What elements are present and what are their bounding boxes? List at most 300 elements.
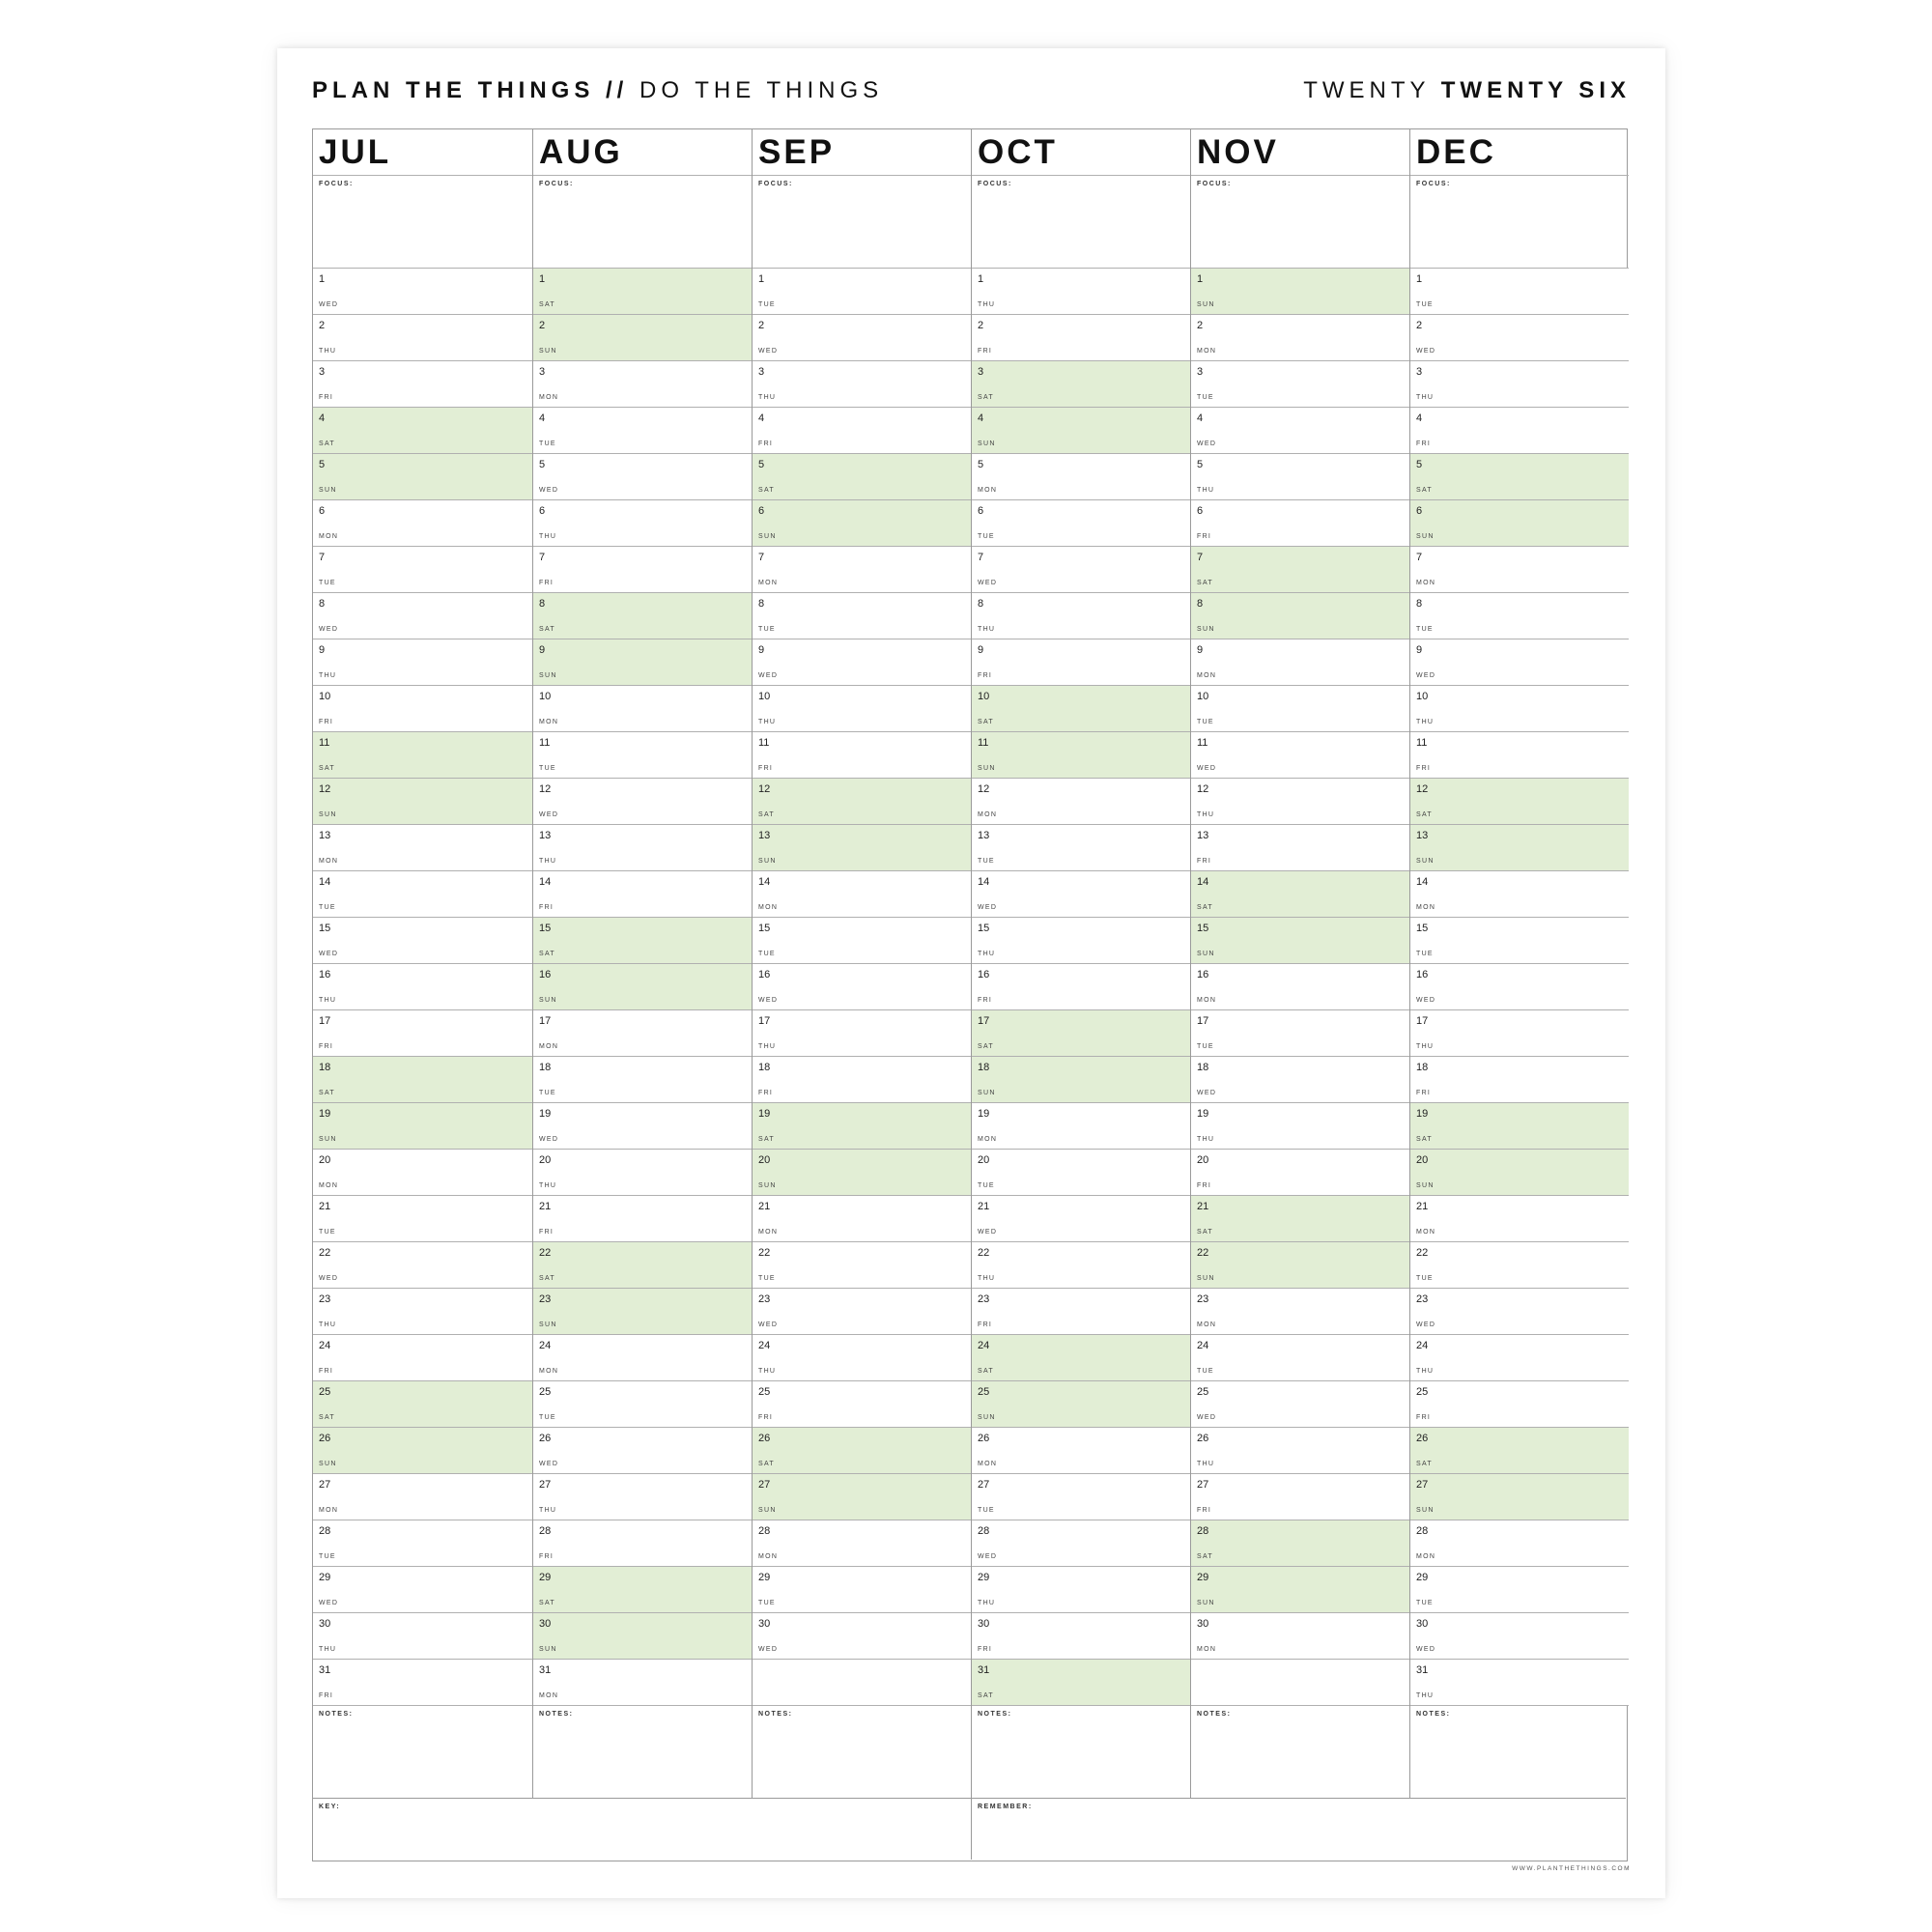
day-cell[interactable] <box>753 269 971 315</box>
day-cell[interactable] <box>972 1103 1190 1150</box>
day-weekday: MON <box>539 1368 559 1375</box>
day-number: 15 <box>1197 923 1209 934</box>
day-number: 26 <box>1416 1433 1429 1444</box>
day-cell[interactable] <box>753 500 971 547</box>
day-cell[interactable] <box>753 1428 971 1474</box>
day-number: 17 <box>539 1015 552 1027</box>
month-header <box>753 129 971 176</box>
day-number: 2 <box>539 320 546 331</box>
day-weekday: SAT <box>978 1692 994 1699</box>
day-cell[interactable] <box>753 1520 971 1567</box>
day-number: 8 <box>758 598 765 610</box>
day-number: 8 <box>319 598 326 610</box>
day-cell[interactable] <box>972 1242 1190 1289</box>
day-cell[interactable] <box>972 408 1190 454</box>
day-cell[interactable] <box>753 918 971 964</box>
day-weekday: TUE <box>1197 1043 1214 1050</box>
day-cell[interactable] <box>1191 1289 1409 1335</box>
day-number: 3 <box>539 366 546 378</box>
day-number: 21 <box>539 1201 552 1212</box>
day-cell[interactable] <box>753 547 971 593</box>
day-number: 22 <box>1416 1247 1429 1259</box>
day-cell[interactable] <box>313 871 532 918</box>
day-weekday: SUN <box>319 1461 337 1467</box>
day-cell[interactable] <box>1410 1289 1629 1335</box>
day-weekday: WED <box>758 1646 779 1653</box>
day-weekday: WED <box>758 997 779 1004</box>
day-number: 8 <box>978 598 984 610</box>
day-cell[interactable] <box>533 408 752 454</box>
key-box[interactable] <box>313 1799 971 1860</box>
day-number: 16 <box>1197 969 1209 980</box>
day-weekday: WED <box>758 1321 779 1328</box>
day-cell[interactable] <box>753 1010 971 1057</box>
day-cell[interactable] <box>1191 1381 1409 1428</box>
day-cell[interactable] <box>313 1660 532 1706</box>
day-number: 29 <box>758 1572 771 1583</box>
day-cell[interactable] <box>313 779 532 825</box>
day-number: 10 <box>978 691 990 702</box>
day-cell[interactable] <box>313 918 532 964</box>
day-cell[interactable] <box>972 1150 1190 1196</box>
day-cell[interactable] <box>313 1196 532 1242</box>
day-cell[interactable] <box>1191 871 1409 918</box>
remember-box[interactable] <box>971 1799 1626 1860</box>
day-weekday: TUE <box>319 1229 336 1236</box>
day-cell[interactable] <box>1410 547 1629 593</box>
day-cell[interactable] <box>1191 779 1409 825</box>
day-cell[interactable] <box>1410 964 1629 1010</box>
day-cell[interactable] <box>1191 1660 1409 1706</box>
day-weekday: SAT <box>758 811 775 818</box>
day-cell[interactable] <box>1191 315 1409 361</box>
day-cell[interactable] <box>753 315 971 361</box>
day-weekday: FRI <box>539 1553 554 1560</box>
day-weekday: SAT <box>319 1090 335 1096</box>
day-number: 28 <box>319 1525 331 1537</box>
day-cell[interactable] <box>1410 315 1629 361</box>
day-cell[interactable] <box>1191 1010 1409 1057</box>
day-cell[interactable] <box>533 1613 752 1660</box>
day-cell[interactable] <box>533 686 752 732</box>
day-cell[interactable] <box>533 454 752 500</box>
day-cell[interactable] <box>972 1196 1190 1242</box>
day-cell[interactable] <box>1191 1567 1409 1613</box>
day-cell[interactable] <box>313 686 532 732</box>
day-cell[interactable] <box>753 361 971 408</box>
day-weekday: THU <box>1197 1136 1215 1143</box>
focus-box[interactable] <box>1410 176 1629 269</box>
day-number: 30 <box>1416 1618 1429 1630</box>
day-weekday: MON <box>1197 1321 1217 1328</box>
day-number: 14 <box>758 876 771 888</box>
day-cell[interactable] <box>972 964 1190 1010</box>
day-cell[interactable] <box>1410 1660 1629 1706</box>
day-weekday: FRI <box>1197 533 1212 540</box>
month-column-oct <box>971 129 1190 1860</box>
day-cell[interactable] <box>1191 732 1409 779</box>
day-weekday: TUE <box>539 440 556 447</box>
day-cell[interactable] <box>1410 269 1629 315</box>
day-cell[interactable] <box>533 1428 752 1474</box>
day-weekday: SAT <box>319 1414 335 1421</box>
day-cell[interactable] <box>1191 408 1409 454</box>
day-cell[interactable] <box>753 1474 971 1520</box>
day-weekday: SAT <box>978 394 994 401</box>
day-cell[interactable] <box>1410 1335 1629 1381</box>
day-weekday: WED <box>539 811 559 818</box>
day-cell[interactable] <box>533 1103 752 1150</box>
day-cell[interactable] <box>533 1660 752 1706</box>
day-cell[interactable] <box>753 732 971 779</box>
day-cell[interactable] <box>972 871 1190 918</box>
day-cell[interactable] <box>753 1289 971 1335</box>
day-cell[interactable] <box>313 500 532 547</box>
day-cell[interactable] <box>1191 1613 1409 1660</box>
day-weekday: TUE <box>1416 301 1434 308</box>
day-cell[interactable] <box>313 593 532 639</box>
day-number: 13 <box>319 830 331 841</box>
day-cell[interactable] <box>972 593 1190 639</box>
day-cell[interactable] <box>972 1057 1190 1103</box>
day-weekday: MON <box>758 580 779 586</box>
day-cell[interactable] <box>1410 593 1629 639</box>
focus-label: FOCUS: <box>758 181 793 187</box>
day-cell[interactable] <box>1410 1057 1629 1103</box>
focus-label: FOCUS: <box>1197 181 1232 187</box>
day-weekday: SUN <box>978 440 996 447</box>
day-cell[interactable] <box>753 1613 971 1660</box>
day-cell[interactable] <box>1191 1103 1409 1150</box>
notes-label: NOTES: <box>319 1711 354 1718</box>
day-cell[interactable] <box>972 1520 1190 1567</box>
day-weekday: MON <box>319 1507 339 1514</box>
day-cell[interactable] <box>1410 1428 1629 1474</box>
day-cell[interactable] <box>1410 500 1629 547</box>
day-cell[interactable] <box>972 1335 1190 1381</box>
header-year-bold: TWENTY SIX <box>1440 77 1631 103</box>
day-cell[interactable] <box>1410 779 1629 825</box>
day-cell[interactable] <box>972 1474 1190 1520</box>
day-number: 23 <box>1197 1293 1209 1305</box>
day-cell[interactable] <box>1191 1428 1409 1474</box>
day-cell[interactable] <box>753 1381 971 1428</box>
focus-box[interactable] <box>533 176 752 269</box>
day-weekday: THU <box>1416 1368 1435 1375</box>
day-cell[interactable] <box>313 1381 532 1428</box>
day-cell[interactable] <box>1191 1242 1409 1289</box>
day-cell[interactable] <box>1191 1057 1409 1103</box>
day-cell[interactable] <box>533 593 752 639</box>
day-cell[interactable] <box>313 639 532 686</box>
notes-box[interactable] <box>313 1706 532 1799</box>
day-cell[interactable] <box>1410 408 1629 454</box>
day-cell[interactable] <box>753 454 971 500</box>
day-weekday: WED <box>1416 672 1436 679</box>
day-number: 6 <box>319 505 326 517</box>
month-name: AUG <box>539 133 623 171</box>
day-cell[interactable] <box>313 1057 532 1103</box>
day-cell[interactable] <box>313 1242 532 1289</box>
day-cell[interactable] <box>1191 1150 1409 1196</box>
focus-label: FOCUS: <box>978 181 1012 187</box>
day-cell[interactable] <box>753 1660 971 1706</box>
day-cell[interactable] <box>1191 964 1409 1010</box>
day-cell[interactable] <box>313 361 532 408</box>
day-number: 13 <box>1416 830 1429 841</box>
day-weekday: FRI <box>758 440 774 447</box>
day-cell[interactable] <box>753 964 971 1010</box>
day-cell[interactable] <box>313 1520 532 1567</box>
day-cell[interactable] <box>753 871 971 918</box>
day-cell[interactable] <box>972 1567 1190 1613</box>
day-cell[interactable] <box>753 1335 971 1381</box>
day-number: 10 <box>319 691 331 702</box>
day-cell[interactable] <box>972 1289 1190 1335</box>
day-cell[interactable] <box>972 547 1190 593</box>
day-weekday: SUN <box>1197 1600 1215 1606</box>
day-weekday: SAT <box>1416 811 1433 818</box>
day-cell[interactable] <box>313 964 532 1010</box>
day-weekday: TUE <box>539 765 556 772</box>
day-cell[interactable] <box>972 918 1190 964</box>
day-cell[interactable] <box>972 639 1190 686</box>
day-weekday: SAT <box>539 301 555 308</box>
day-cell[interactable] <box>313 408 532 454</box>
day-weekday: WED <box>978 580 998 586</box>
day-number: 29 <box>1197 1572 1209 1583</box>
day-number: 10 <box>539 691 552 702</box>
day-cell[interactable] <box>533 825 752 871</box>
day-cell[interactable] <box>1410 918 1629 964</box>
day-cell[interactable] <box>753 408 971 454</box>
day-cell[interactable] <box>1191 361 1409 408</box>
day-cell[interactable] <box>1191 639 1409 686</box>
day-weekday: TUE <box>978 1507 995 1514</box>
key-label: KEY: <box>319 1804 341 1810</box>
day-cell[interactable] <box>753 1103 971 1150</box>
day-cell[interactable] <box>1191 547 1409 593</box>
day-cell[interactable] <box>1410 1103 1629 1150</box>
day-cell[interactable] <box>1410 361 1629 408</box>
day-cell[interactable] <box>753 1567 971 1613</box>
day-cell[interactable] <box>533 1010 752 1057</box>
day-weekday: THU <box>1416 719 1435 725</box>
day-cell[interactable] <box>533 1474 752 1520</box>
day-weekday: FRI <box>1416 1414 1432 1421</box>
day-cell[interactable] <box>972 315 1190 361</box>
day-cell[interactable] <box>972 361 1190 408</box>
focus-box[interactable] <box>1191 176 1409 269</box>
day-cell[interactable] <box>1191 1520 1409 1567</box>
day-cell[interactable] <box>533 315 752 361</box>
day-cell[interactable] <box>1191 269 1409 315</box>
day-cell[interactable] <box>533 639 752 686</box>
day-cell[interactable] <box>1410 1520 1629 1567</box>
day-number: 22 <box>978 1247 990 1259</box>
day-cell[interactable] <box>533 1381 752 1428</box>
day-number: 30 <box>319 1618 331 1630</box>
day-cell[interactable] <box>1191 454 1409 500</box>
day-weekday: TUE <box>1197 394 1214 401</box>
day-cell[interactable] <box>972 1660 1190 1706</box>
day-cell[interactable] <box>533 1196 752 1242</box>
day-weekday: SAT <box>1416 1136 1433 1143</box>
notes-box[interactable] <box>533 1706 752 1799</box>
day-cell[interactable] <box>972 1428 1190 1474</box>
day-cell[interactable] <box>1410 454 1629 500</box>
day-cell[interactable] <box>1410 732 1629 779</box>
day-cell[interactable] <box>313 315 532 361</box>
day-cell[interactable] <box>753 639 971 686</box>
day-cell[interactable] <box>1410 639 1629 686</box>
day-cell[interactable] <box>313 1150 532 1196</box>
day-weekday: WED <box>758 348 779 355</box>
day-cell[interactable] <box>313 1289 532 1335</box>
day-number: 20 <box>1197 1154 1209 1166</box>
day-cell[interactable] <box>972 269 1190 315</box>
day-cell[interactable] <box>753 825 971 871</box>
day-cell[interactable] <box>533 871 752 918</box>
day-cell[interactable] <box>1191 593 1409 639</box>
day-number: 20 <box>1416 1154 1429 1166</box>
day-weekday: WED <box>1197 1090 1217 1096</box>
day-cell[interactable] <box>533 1289 752 1335</box>
notes-box[interactable] <box>1191 1706 1409 1799</box>
day-cell[interactable] <box>1191 1474 1409 1520</box>
day-cell[interactable] <box>533 1520 752 1567</box>
day-cell[interactable] <box>1410 686 1629 732</box>
day-cell[interactable] <box>313 1474 532 1520</box>
day-weekday: SUN <box>319 1136 337 1143</box>
day-cell[interactable] <box>533 1335 752 1381</box>
day-cell[interactable] <box>1191 825 1409 871</box>
day-cell[interactable] <box>972 1613 1190 1660</box>
day-cell[interactable] <box>533 1567 752 1613</box>
day-weekday: WED <box>1197 1414 1217 1421</box>
day-cell[interactable] <box>753 779 971 825</box>
day-cell[interactable] <box>972 1381 1190 1428</box>
day-cell[interactable] <box>313 1567 532 1613</box>
day-cell[interactable] <box>972 732 1190 779</box>
day-cell[interactable] <box>313 825 532 871</box>
day-cell[interactable] <box>1191 918 1409 964</box>
day-number: 17 <box>758 1015 771 1027</box>
day-cell[interactable] <box>533 1057 752 1103</box>
day-weekday: WED <box>1416 1321 1436 1328</box>
focus-box[interactable] <box>972 176 1190 269</box>
day-cell[interactable] <box>1410 1613 1629 1660</box>
day-cell[interactable] <box>313 269 532 315</box>
day-cell[interactable] <box>313 732 532 779</box>
focus-box[interactable] <box>313 176 532 269</box>
day-cell[interactable] <box>533 964 752 1010</box>
day-cell[interactable] <box>313 1010 532 1057</box>
day-number: 13 <box>978 830 990 841</box>
day-weekday: SUN <box>978 765 996 772</box>
day-cell[interactable] <box>533 269 752 315</box>
focus-box[interactable] <box>753 176 971 269</box>
day-cell[interactable] <box>1410 1150 1629 1196</box>
day-cell[interactable] <box>533 1242 752 1289</box>
day-number: 24 <box>978 1340 990 1351</box>
day-weekday: WED <box>319 626 339 633</box>
notes-box[interactable] <box>753 1706 971 1799</box>
day-number: 11 <box>758 737 770 749</box>
day-number: 27 <box>1197 1479 1209 1491</box>
day-number: 12 <box>319 783 331 795</box>
day-cell[interactable] <box>753 686 971 732</box>
day-cell[interactable] <box>533 779 752 825</box>
day-weekday: TUE <box>758 1275 776 1282</box>
day-cell[interactable] <box>313 1103 532 1150</box>
day-number: 24 <box>758 1340 771 1351</box>
day-cell[interactable] <box>313 547 532 593</box>
day-weekday: TUE <box>1416 1275 1434 1282</box>
day-cell[interactable] <box>972 779 1190 825</box>
notes-box[interactable] <box>1410 1706 1629 1799</box>
day-number: 12 <box>978 783 990 795</box>
day-cell[interactable] <box>1410 1010 1629 1057</box>
day-cell[interactable] <box>1410 825 1629 871</box>
day-cell[interactable] <box>533 361 752 408</box>
day-cell[interactable] <box>313 1428 532 1474</box>
day-cell[interactable] <box>533 1150 752 1196</box>
day-cell[interactable] <box>313 1335 532 1381</box>
day-weekday: MON <box>758 1229 779 1236</box>
day-cell[interactable] <box>753 1057 971 1103</box>
day-cell[interactable] <box>1191 500 1409 547</box>
day-weekday: TUE <box>1416 951 1434 957</box>
month-name: SEP <box>758 133 836 171</box>
day-cell[interactable] <box>533 732 752 779</box>
day-cell[interactable] <box>972 825 1190 871</box>
day-weekday: SAT <box>319 440 335 447</box>
day-cell[interactable] <box>1410 1567 1629 1613</box>
notes-box[interactable] <box>972 1706 1190 1799</box>
day-weekday: MON <box>1197 348 1217 355</box>
day-cell[interactable] <box>533 547 752 593</box>
day-cell[interactable] <box>313 1613 532 1660</box>
day-cell[interactable] <box>1191 686 1409 732</box>
day-cell[interactable] <box>1410 1381 1629 1428</box>
day-cell[interactable] <box>972 454 1190 500</box>
day-number: 5 <box>539 459 546 470</box>
day-cell[interactable] <box>972 1010 1190 1057</box>
day-number: 22 <box>758 1247 771 1259</box>
day-cell[interactable] <box>753 1196 971 1242</box>
day-cell[interactable] <box>972 500 1190 547</box>
day-cell[interactable] <box>753 1242 971 1289</box>
day-cell[interactable] <box>1410 871 1629 918</box>
day-cell[interactable] <box>533 500 752 547</box>
day-cell[interactable] <box>1191 1196 1409 1242</box>
day-cell[interactable] <box>972 686 1190 732</box>
day-cell[interactable] <box>753 593 971 639</box>
notes-label: NOTES: <box>1416 1711 1451 1718</box>
day-cell[interactable] <box>1410 1242 1629 1289</box>
day-cell[interactable] <box>1410 1196 1629 1242</box>
day-weekday: FRI <box>319 394 334 401</box>
day-weekday: FRI <box>319 1692 334 1699</box>
day-cell[interactable] <box>533 918 752 964</box>
day-cell[interactable] <box>313 454 532 500</box>
day-cell[interactable] <box>1410 1474 1629 1520</box>
day-number: 5 <box>1416 459 1423 470</box>
day-number: 16 <box>319 969 331 980</box>
day-cell[interactable] <box>753 1150 971 1196</box>
day-cell[interactable] <box>1191 1335 1409 1381</box>
